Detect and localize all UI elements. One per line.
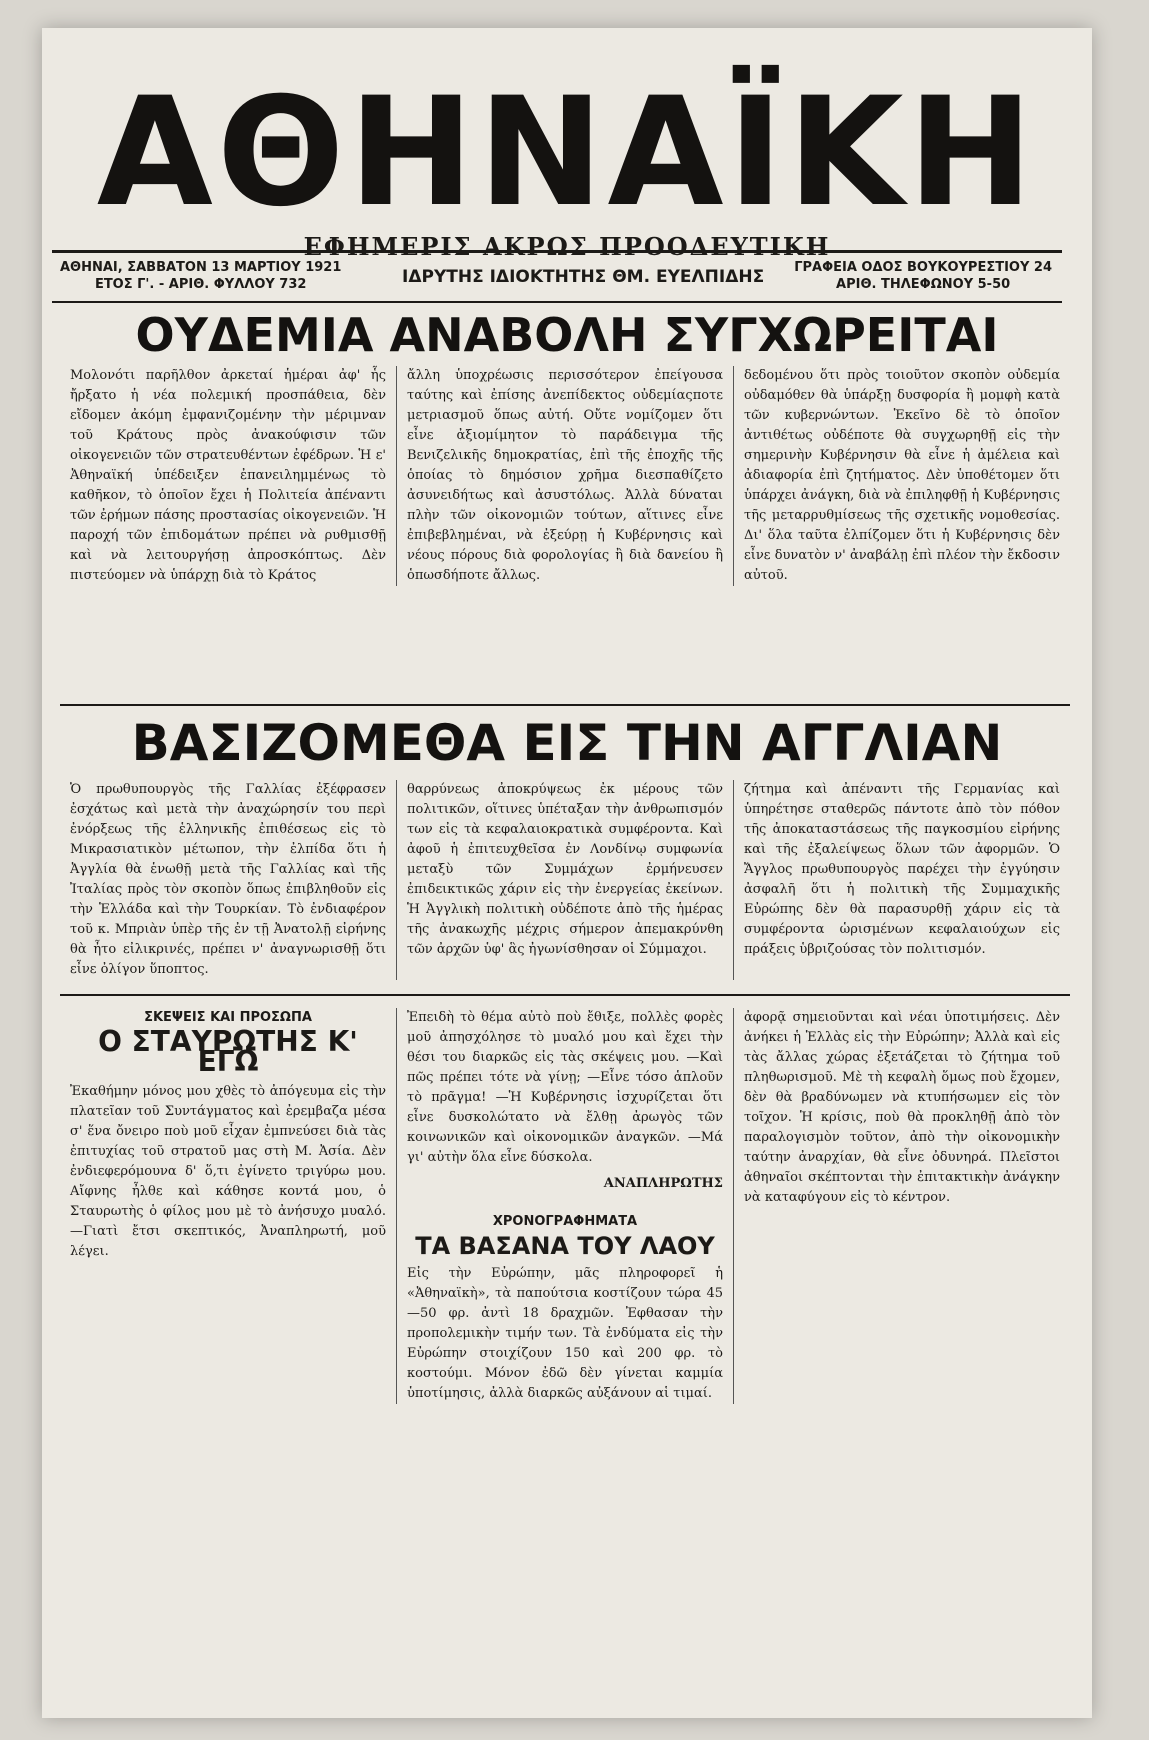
article-4-headline: ΤΑ ΒΑΣΑΝΑ ΤΟΥ ΛΑΟΥ (415, 1232, 715, 1260)
article-3-col-2 (396, 1008, 733, 1404)
section-divider (60, 994, 1070, 996)
article-3-text-1: Ἐκαθήμην μόνος μου χθὲς τὸ ἀπόγευμα εἰς τὴν πλατεῖαν τοῦ Συντάγματος καὶ ἐρεμβαζα μέσα σ' ἕνα ὄνειρο ποὺ μοῦ εἶχαν ἐμπνεύσει διὰ τὰς ἐπιτυχίας τοῦ στρατοῦ μας στὴ Μ. Ἀσία. Δὲν ἐνδιεφερόμουνα δ' ὅ,τι ἐγίνετο τριγύρω μου. Αἴφνης ἦλθε καὶ κάθησε κοντά μου, ὁ Σταυρωτὴς ὁ φίλος μου μὲ τὸ ἀνήσυχο μυαλό. —Γιατὶ ἔτσι σκεπτικός, Ἀναπληρωτή, μοῦ λέγει. (70, 1084, 386, 1259)
issue-date: ΑΘΗΝΑΙ, ΣΑΒΒΑΤΟΝ 13 ΜΑΡΤΙΟΥ 1921 (60, 260, 342, 275)
headline-2: ΒΑΣΙΖΟΜΕΘΑ ΕΙΣ ΤΗΝ ΑΓΓΛΙΑΝ (131, 714, 1003, 772)
section-divider (60, 704, 1070, 706)
founder-line: ΙΔΡΥΤΗΣ ΙΔΙΟΚΤΗΤΗΣ ΘΜ. ΕΥΕΛΠΙΔΗΣ (402, 267, 765, 287)
issue-number: ΕΤΟΣ Γ'. - ΑΡΙΘ. ΦΥΛΛΟΥ 732 (94, 277, 307, 292)
article-3-text-2: Ἐπειδὴ τὸ θέμα αὐτὸ ποὺ ἔθιξε, πολλὲς φορὲς μοῦ ἀπησχόλησε τὸ μυαλό μου καὶ ἔχει τὴν θέσι του διαρκῶς εἰς τὰς σκέψεις μου. —Καὶ πῶς πρέπει τότε νὰ γίνῃ; —Εἶνε τόσο ἁπλοῦν τὸ πρᾶγμα! —Ἡ Κυβέρνησις ἰσχυρίζεται ὅτι εἶνε δυσκολώτατο νὰ ἔλθῃ ἀρωγὸς τῶν κοινωνικῶν καὶ οἰκονομικῶν ἀναγκῶν. —Μά γι' αὐτὴν ὅλα εἶνε δύσκολα. (407, 1010, 723, 1165)
article-1-col-3: δεδομένου ὅτι πρὸς τοιοῦτον σκοπὸν οὐδεμία οὐδαμόθεν θὰ ὑπάρξῃ δυσφορία ἢ μομφὴ κατὰ τῶν κυβερνώντων. Ἐκεῖνο δὲ τὸ ὁποῖον ἀντιθέτως οὐδέποτε θὰ συγχωρηθῇ εἰς τὴν σημερινὴν Κυβέρνησιν θὰ εἶνε ἡ ἀμέλεια καὶ ἀδιαφορία ἐπὶ ζητήματος. Δὲν ὑποθέτομεν ὅτι ὑπάρχει ἀνάγκη, διὰ νὰ ἐπιληφθῇ ἡ Κυβέρνησις τῆς μεταρρυθμίσεως τῆς σχετικῆς νομοθεσίας. Δι' ὅλα ταῦτα ἐλπίζομεν ὅτι ἡ Κυβέρνησις δὲν εἶνε δυνατὸν ν' ἀναβάλῃ ἐπὶ πλέον τὴν ἔκδοσιν αὐτοῦ. (733, 366, 1070, 586)
article-3-col-1 (60, 1008, 396, 1404)
article-2-col-1: Ὁ πρωθυπουργὸς τῆς Γαλλίας ἐξέφρασεν ἐσχάτως καὶ μετὰ τὴν ἀναχώρησίν του περὶ ἐνόρξεως τῆς ἑλληνικῆς ἐπιθέσεως εἰς τὸ Μικρασιατικὸν μέτωπον, τὴν ἐλπίδα ὅτι ἡ Ἀγγλία θὰ ἑνωθῇ μετὰ τῆς Γαλλίας καὶ τῆς Ἰταλίας πρὸς τὸν σκοπὸν ὅπως ἐπιβληθοῦν εἰς τὴν Ἑλλάδα καὶ τὴν Τουρκίαν. Τὸ ἐνδιαφέρον τοῦ κ. Μπριὰν ὑπὲρ τῆς ἐν τῇ Ἀνατολῇ εἰρήνης θὰ ἦτο εἰλικρινές, πρέπει ν' ἀναγνωρισθῇ ὅτι εἶνε ὀλίγον ὕποπτος. (70, 782, 386, 977)
article-3-signature: ΑΝΑΠΛΗΡΩΤΗΣ (603, 1176, 723, 1191)
issue-info-bar (52, 250, 1062, 303)
article-2-body (60, 780, 1070, 980)
lower-section (60, 1008, 1070, 1404)
office-phone: ΑΡΙΘ. ΤΗΛΕΦΩΝΟΥ 5-50 (836, 277, 1011, 292)
masthead (42, 66, 1092, 261)
article-1-col-1: Μολονότι παρῆλθον ἀρκεταί ἡμέραι ἀφ' ἧς ἤρξατο ἡ νέα πολεμική προσπάθεια, δὲν εἴδομεν ἀκόμη ἐμφανιζομένην τὴν μέριμναν τοῦ Κράτους πρὸς ἀνακούφισιν τῶν οἰκογενειῶν τῶν στρατευθέντων ἐφέδρων. Ἡ ε' Ἀθηναϊκή ὑπέδειξεν ἐπανειλημμένως τὸ καθῆκον, τὸ ὁποῖον ἔχει ἡ Πολιτεία ἀπέναντι τῶν ἐρήμων πάσης προστασίας οἰκογενειῶν. Ἡ παροχή τῶν ἐπιδομάτων πρέπει νὰ ρυθμισθῇ καὶ νὰ λειτουργήσῃ ἀπροσκόπτως. Δὲν πιστεύομεν νὰ ὑπάρχῃ διὰ τὸ Κράτος (70, 368, 386, 583)
headline-1: ΟΥΔΕΜΙΑ ΑΝΑΒΟΛΗ ΣΥΓΧΩΡΕΙΤΑΙ (135, 308, 999, 362)
issue-date-block (60, 259, 341, 293)
office-address: ΓΡΑΦΕΙΑ ΟΔΟΣ ΒΟΥΚΟΥΡΕΣΤΙΟΥ 24 (794, 260, 1052, 275)
article-4-text-2: ἀφορᾷ σημειοῦνται καὶ νέαι ὑποτιμήσεις. Δὲν ἀνήκει ἡ Ἑλλὰς εἰς τὴν Εὐρώπην; Ἀλλὰ καὶ εἰς τὰς ἄλλας χώρας ἐξετάζεται τὸ ζήτημα τοῦ πληθωρισμοῦ. Μὲ τὴ κεφαλὴ ὅμως ποὺ ἔχομεν, δὲν θὰ βραδύνωμεν νὰ κτυπήσωμεν εἰς τὸν τοῖχον. Ἡ κρίσις, ποὺ θὰ προκληθῇ ἀπὸ τὸν παραλογισμὸν τοῦτον, ἀπὸ τὴν οἰκονομικὴν ταύτην ἀναρχίαν, θὰ εἶνε ὀδυνηρά. Πλεῖστοι ἀθηναῖοι σκέπτονται τὴν ἐπιτακτικὴν ἀνάγκην νὰ καταφύγουν εἰς τὸ κέντρον. (744, 1010, 1060, 1205)
newspaper-subtitle: ΕΦΗΜΕΡΙΣ ΑΚΡΩΣ ΠΡΟΟΔΕΥΤΙΚΗ (303, 232, 831, 261)
article-4-kicker: ΧΡΟΝΟΓΡΑΦΗΜΑΤΑ (492, 1214, 638, 1229)
article-3-kicker: ΣΚΕΨΕΙΣ ΚΑΙ ΠΡΟΣΩΠΑ (144, 1010, 312, 1025)
newspaper-page (42, 28, 1092, 1718)
office-block (794, 259, 1052, 293)
newspaper-title: ΑΘΗΝΑΪΚΗ (96, 66, 1038, 240)
article-3-headline: Ο ΣΤΑΥΡΩΤΗΣ Κ' ΕΓΩ (98, 1025, 358, 1078)
article-4-col-3 (733, 1008, 1070, 1404)
article-2-col-2: θαρρύνεως ἀποκρύψεως ἐκ μέρους τῶν πολιτικῶν, οἵτινες ὑπέταξαν τὴν ἀνθρωπισμόν των εἰς τὰ κεφαλαιοκρατικὰ συμφέροντα. Καὶ ἀφοῦ ἡ ἐπιτευχθεῖσα ἐν Λονδίνῳ συμφωνία μεταξὺ τῶν Συμμάχων ἐρμήνευσεν ἐπιδεικτικῶς χάριν εἰς τὴν ἐνεργείας ἐκείνων. Ἡ Ἀγγλικὴ πολιτικὴ οὐδέποτε ἀπὸ τῆς ἡμέρας τῆς ἀνακωχῆς μέχρις σήμερον ἀπεμακρύνθη τῶν ἀρχῶν ὑφ' ἃς ἠγωνίσθησαν οἱ Σύμμαχοι. (396, 780, 733, 980)
article-1-body (60, 366, 1070, 586)
article-1-col-2: ἄλλη ὑποχρέωσις περισσότερον ἐπείγουσα ταύτης καὶ ἐπίσης ἀνεπίδεκτος οὐδεμίαςποτε μετριασμοῦ ὅπως αὐτή. Οὔτε νομίζομεν ὅτι εἶνε ἀξιομίμητον τὸ παράδειγμα τῆς Βενιζελικῆς δημοκρατίας, ἐπὶ τῆς ἐποχῆς τῆς ὁποίας τὸ δημόσιον χρῆμα διεσπαθίζετο ἀσυνειδήτως καὶ ἀσυστόλως. Ἀλλὰ δύναται πλὴν τῶν οἰκονομιῶν τούτων, αἵτινες εἶνε ἐπιβεβλημέναι, νὰ ἐξεύρῃ ἡ Κυβέρνησις καὶ νέους πόρους διὰ φορολογίας ἢ διὰ δανείου ἢ ὁπωσδήποτε ἄλλως. (396, 366, 733, 586)
article-4-text-1: Εἰς τὴν Εὐρώπην, μᾶς πληροφορεῖ ἡ «Ἀθηναϊκὴ», τὰ παπούτσια κοστίζουν τώρα 45—50 φρ. ἀντὶ 18 δραχμῶν. Ἐφθασαν τὴν προπολεμικὴν τιμήν των. Τὰ ἐνδύματα εἰς τὴν Εὐρώπην στοιχίζουν 150 καὶ 200 φρ. τὸ κοστούμι. Μόνον ἐδῶ δὲν γίνεται καμμία ὑποτίμησις, ἀλλὰ διαρκῶς αὐξάνουν αἱ τιμαί. (407, 1266, 723, 1401)
article-2-col-3: ζήτημα καὶ ἀπέναντι τῆς Γερμανίας καὶ ὑπηρέτησε σταθερῶς πάντοτε ἀπὸ τὸν πόθον τῆς ἀποκαταστάσεως τῆς παγκοσμίου εἰρήνης καὶ τῆς ἐξαλείψεως ὅλων τῶν ἀφορμῶν. Ὁ Ἄγγλος πρωθυπουργὸς παρέχει τὴν ἐγγύησιν ἀσφαλῆ ὅτι ἡ πολιτικὴ τῆς Συμμαχικῆς Εὐρώπης δὲν θὰ παρασυρθῇ χάριν εἰς τὰ συμφέροντα ὡρισμένων κεφαλαιούχων εἰς πράξεις ὑβριζούσας τὸν πολιτισμόν. (733, 780, 1070, 980)
